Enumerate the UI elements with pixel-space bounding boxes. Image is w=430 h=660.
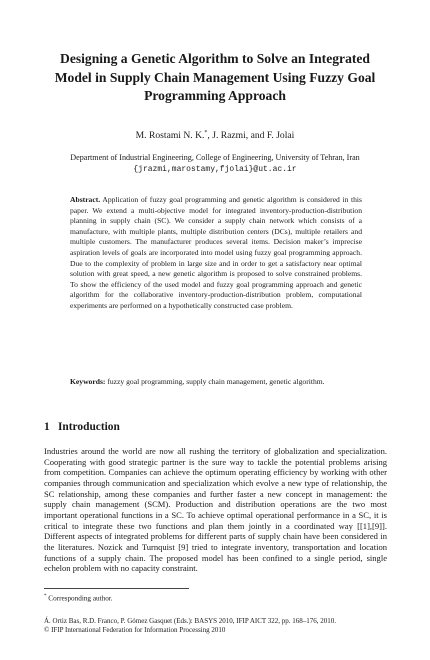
keywords-text: fuzzy goal programming, supply chain management, genetic algorithm. (107, 377, 325, 386)
paper-title: Designing a Genetic Algorithm to Solve an Integrated Model in Supply Chain Management Using Fuzzy Goal Programming Approach (54, 51, 376, 103)
citation-block (44, 617, 404, 635)
footnote-text: Corresponding author. (48, 594, 113, 603)
section-heading (44, 420, 120, 434)
section-number: 1 (44, 421, 50, 433)
body-paragraph: Industries around the world are now all rushing the territory of globalization and specialization. Cooperating with good strategic partner is the sure way to tackle the potential problems arising from competition. Companies can achieve the optimum operating efficiency by working with other companies through communication and specialization which evolve a new type of relationship, the SC relationship, among these companies and further faster a new concept in management: the supply chain management (SCM). Production and distribution operations are the two most important operational functions in a SC. To achieve optimal operational performance in a SC, it is critical to integrate these two functions and plan them jointly in a coordinated way [[1],[9]]. Different aspects of integrated problems for different parts of supply chain have been considered in the literatures. Nozick and Turnquist [9] tried to integrate inventory, transportation and location functions of a supply chain. The proposed model has been confined to a single period, single echelon problem with no capacity constraint. (44, 446, 387, 574)
citation-line: Á. Ortiz Bas, R.D. Franco, P. Gómez Gasquet (Eds.): BASYS 2010, IFIP AICT 322, pp. 168–176, 2010. (44, 617, 337, 625)
abstract-label: Abstract. (70, 195, 101, 204)
author-line (40, 127, 390, 142)
abstract-text: Application of fuzzy goal programming and genetic algorithm is considered in this paper. We extend a multi-objective model for integrated inventory-production-distribution planning in supply chain (SC). We consider a supply chain network which consists of a manufacture, with multiple plants, multiple distribution centers (DCs), multiple retailers and multiple customers. The manufacturer produces several items. Decision maker’s imprecise aspiration levels of goals are incorporated into model using fuzzy goal programming approach. Due to the complexity of problem in large size and in order to get a satisfactory near optimal solution with great speed, a new genetic algorithm is proposed to solve constrained problems. To show the efficiency of the used model and fuzzy goal programming approach and genetic algorithm for the collaborative inventory-production-distribution problem, computational experiments are performed on a hypothetically constructed case problem. (70, 195, 362, 310)
footnote (44, 592, 113, 603)
keywords (70, 377, 362, 388)
abstract (70, 195, 362, 312)
footnote-rule (44, 588, 189, 589)
first-author: M. Rostami N. K. (135, 130, 205, 142)
author-emails: {jrazmi,marostamy,fjolai}@ut.ac.ir (133, 165, 297, 174)
affiliation: Department of Industrial Engineering, College of Engineering, University of Tehran, Iran (70, 153, 360, 162)
footnote-mark: * (44, 594, 47, 599)
section-title: Introduction (58, 421, 120, 433)
corresponding-author-mark: * (204, 130, 208, 136)
copyright-line: © IFIP International Federation for Information Processing 2010 (44, 626, 226, 635)
keywords-label: Keywords: (70, 377, 106, 386)
other-authors: , J. Razmi, and F. Jolai (207, 130, 295, 142)
